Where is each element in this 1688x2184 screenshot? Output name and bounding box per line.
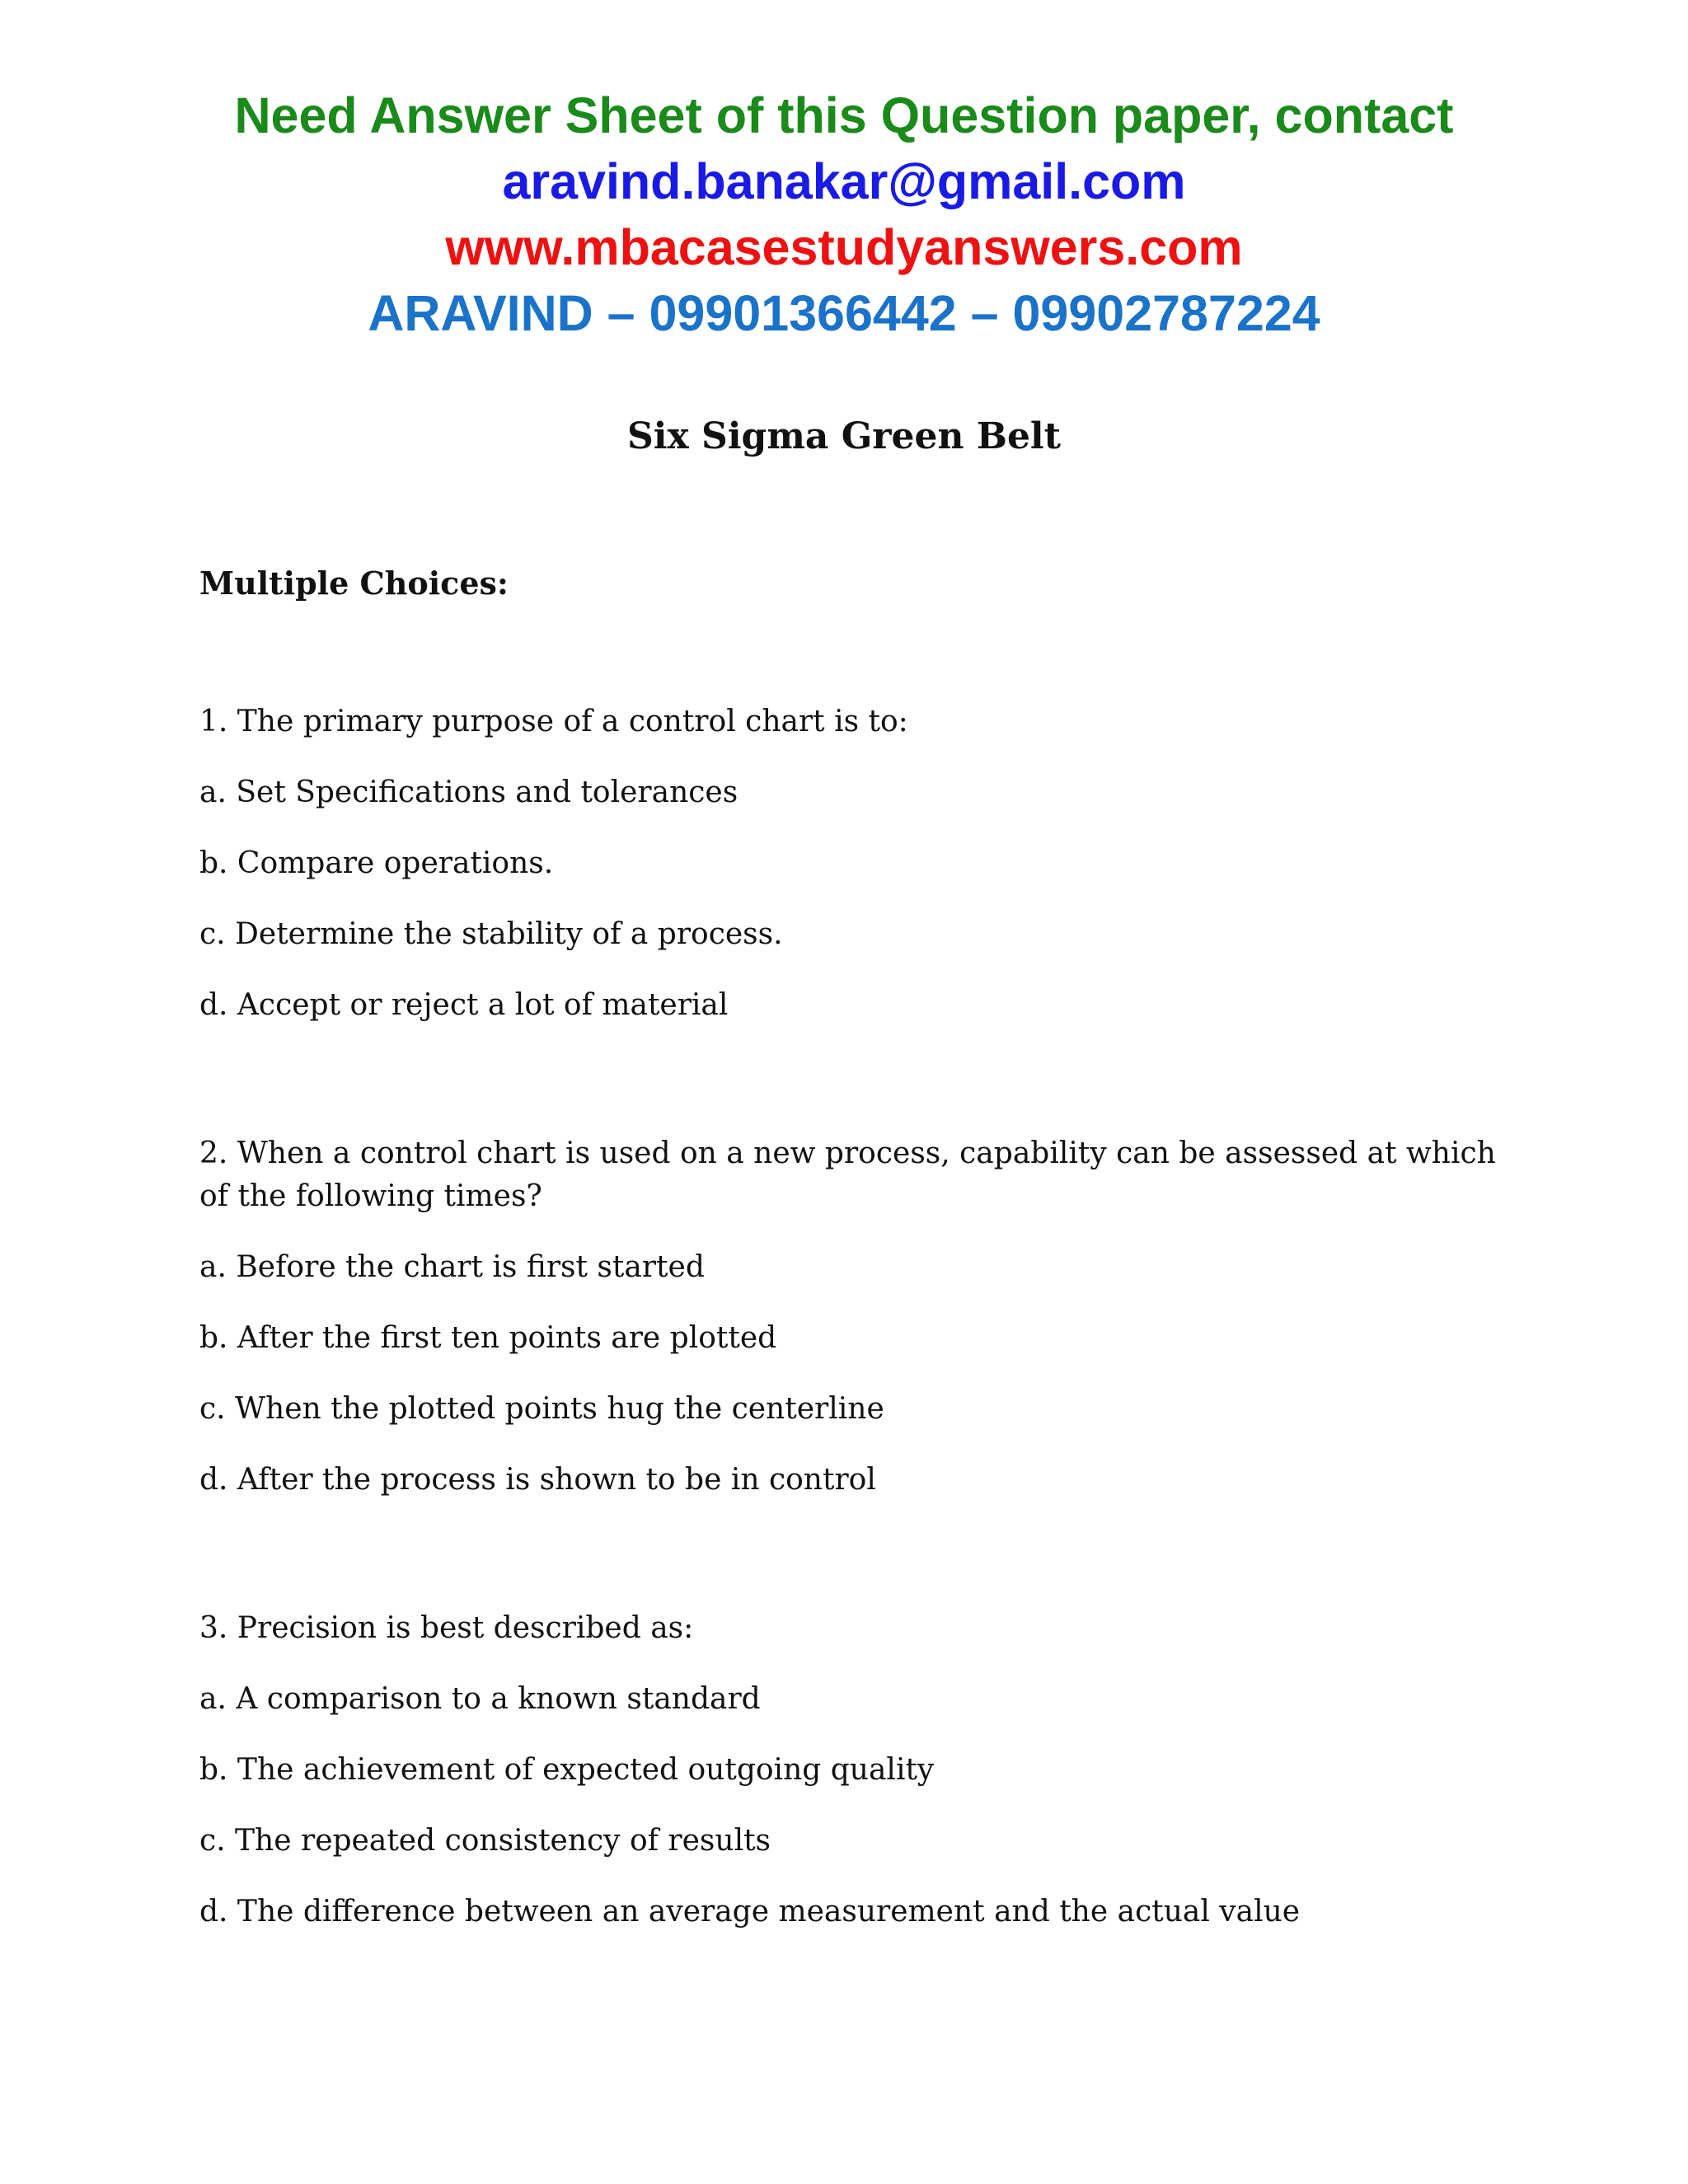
question-3	[199, 1607, 1502, 1933]
option-b: b. After the first ten points are plotted	[199, 1321, 777, 1355]
option-b: b. Compare operations.	[199, 846, 554, 880]
section-heading: Multiple Choices:	[199, 565, 509, 602]
option-a: a. Before the chart is first started	[199, 1250, 705, 1284]
question-1	[199, 701, 1502, 1027]
document-title: Six Sigma Green Belt	[627, 415, 1061, 457]
option-d: d. The difference between an average measurement and the actual value	[199, 1895, 1301, 1929]
option-c: c. When the plotted points hug the centerline	[199, 1392, 884, 1426]
option-d: d. After the process is shown to be in control	[199, 1463, 876, 1497]
question-stem: 3. Precision is best described as:	[199, 1611, 694, 1645]
question-list	[199, 701, 1502, 2039]
question-stem: 1. The primary purpose of a control chart is to:	[199, 705, 908, 738]
option-b: b. The achievement of expected outgoing quality	[199, 1753, 935, 1787]
contact-header	[0, 82, 1688, 346]
header-line-website: www.mbacasestudyanswers.com	[445, 219, 1243, 275]
header-line-promo: Need Answer Sheet of this Question paper, contact	[234, 87, 1454, 143]
question-2	[199, 1132, 1502, 1502]
option-c: c. The repeated consistency of results	[199, 1824, 771, 1858]
option-d: d. Accept or reject a lot of material	[199, 988, 729, 1022]
header-line-phone: ARAVIND – 09901366442 – 09902787224	[368, 285, 1320, 341]
option-c: c. Determine the stability of a process.	[199, 917, 783, 951]
option-a: a. Set Specifications and tolerances	[199, 776, 738, 809]
question-stem: 2. When a control chart is used on a new process, capability can be assessed at which of the following times?	[199, 1137, 1496, 1213]
header-line-email: aravind.banakar@gmail.com	[502, 153, 1186, 209]
option-a: a. A comparison to a known standard	[199, 1682, 761, 1716]
